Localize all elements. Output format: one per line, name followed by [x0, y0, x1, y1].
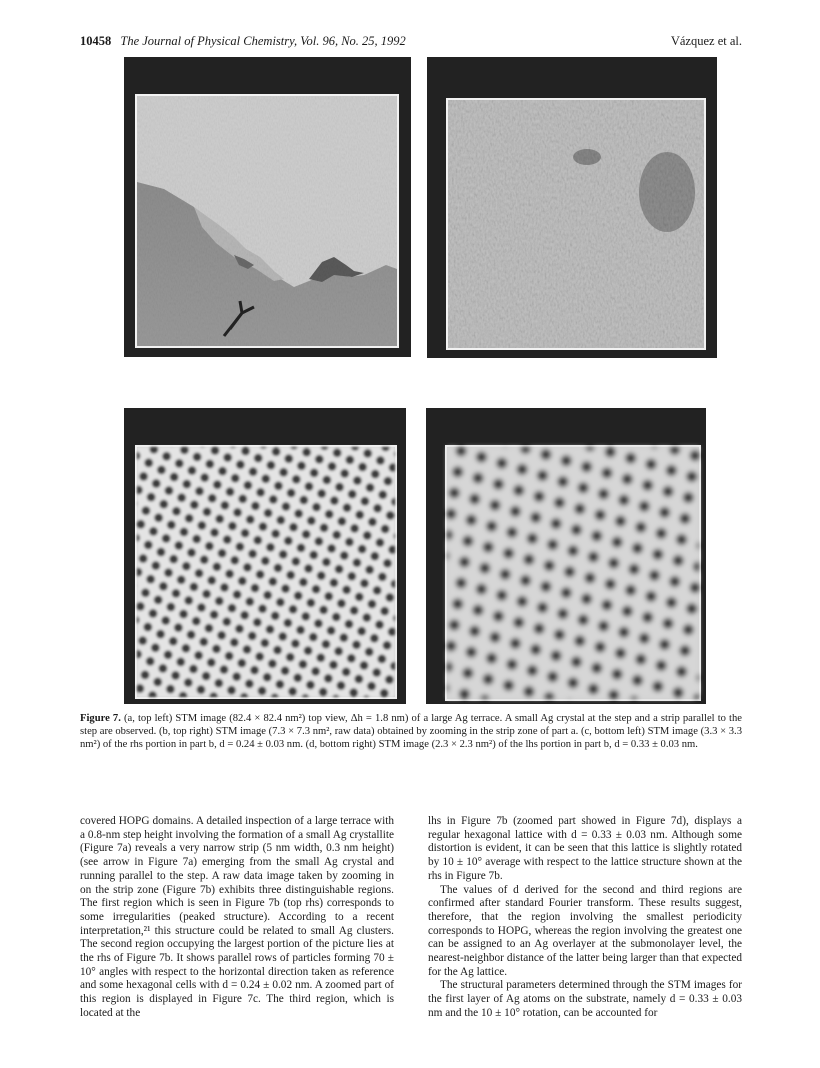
- paragraph: The values of d derived for the second and third regions are confirmed after standard Fourier transform. These results suggest, therefore, that the region involving the smallest periodicity corresponds to HOPG, whereas the region involving the greatest one can be assigned to an Ag overlayer at the submonolayer level, the nearest-neighbor distance of the latter being larger than that expected for the Ag lattice.: [428, 883, 742, 978]
- stm-image-terrace: [124, 57, 411, 357]
- author-line: Vázquez et al.: [670, 34, 742, 48]
- paragraph: The structural parameters determined through the STM images for the first layer of Ag atoms on the substrate, namely d = 0.33 ± 0.03 nm and the 10 ± 10° rotation, can be accounted for: [428, 979, 742, 1019]
- stm-image-strip-zone: [427, 57, 717, 358]
- body-column-right: [428, 815, 742, 1021]
- figure-panel-c: [124, 408, 406, 704]
- figure-panel-b: [427, 57, 717, 358]
- paragraph: lhs in Figure 7b (zoomed part showed in Figure 7d), displays a regular hexagonal lattice with d = 0.33 ± 0.03 nm. Although some distortion is evident, it can be seen that this lattice is slightly rotated by 10 ± 10° average with respect to the lattice structure shown at the rhs in Figure 7b.: [428, 815, 742, 882]
- page-number: 10458: [80, 34, 112, 48]
- figure-panel-d: [426, 408, 706, 704]
- running-header: [80, 34, 742, 50]
- figure-panel-a: [124, 57, 411, 357]
- paragraph: covered HOPG domains. A detailed inspection of a large terrace with a 0.8-nm step height involving the formation of a small Ag crystallite (Figure 7a) reveals a very narrow strip (5 nm width, 0.3 nm height) (see arrow in Figure 7a) emerging from the small Ag crystal and running parallel to the step. A raw data image taken by zooming in on the strip zone (Figure 7b) exhibits three distinguishable regions. The first region which is seen in Figure 7b (top rhs) corresponds to some irregularities (peaked structure). According to a recent interpretation,²¹ this structure could be related to small Ag clusters. The second region occupying the largest portion of the picture lies at the rhs of Figure 7b. It shows parallel rows of particles forming 70 ± 10° angles with respect to the horizontal direction taken as reference and some hexagonal cells with d = 0.24 ± 0.02 nm. A zoomed part of this region is displayed in Figure 7c. The third region, which is located at the: [80, 815, 394, 1019]
- body-column-left: [80, 815, 394, 1021]
- caption-label: Figure 7.: [80, 713, 121, 724]
- journal-citation: The Journal of Physical Chemistry, Vol. 96, No. 25, 1992: [120, 34, 406, 48]
- caption-text: (a, top left) STM image (82.4 × 82.4 nm²) top view, Δh = 1.8 nm) of a large Ag terrace. A small Ag crystal at the step and a strip parallel to the step are observed. (b, top right) STM image (7.3 × 7.3 nm², raw data) obtained by zooming in the strip zone of part a. (c, bottom left) STM image (3.3 × 3.3 nm²) of the rhs portion in part b, d = 0.24 ± 0.03 nm. (d, bottom right) STM image (2.3 × 2.3 nm²) of the lhs portion in part b, d = 0.33 ± 0.03 nm.: [80, 713, 743, 751]
- figure-caption: [80, 712, 742, 752]
- stm-image-lattice-lhs: [426, 408, 706, 704]
- stm-image-lattice-rhs: [124, 408, 406, 704]
